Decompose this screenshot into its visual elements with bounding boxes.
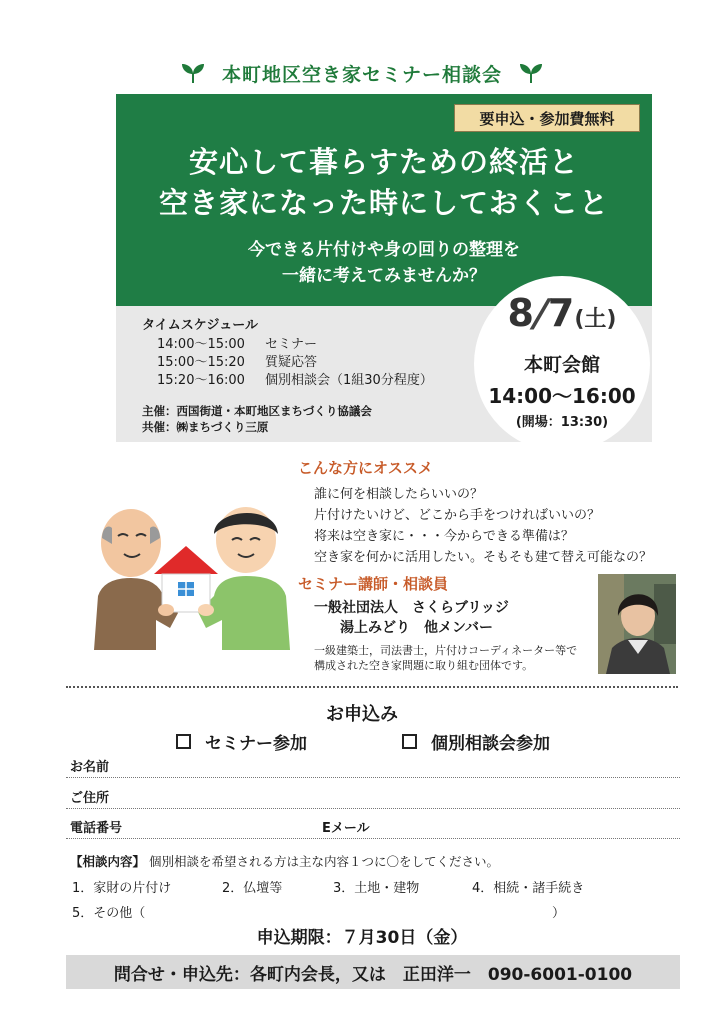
schedule-label: セミナー [265,337,318,352]
application-title: お申込み [326,704,398,725]
name-field[interactable] [66,756,680,778]
schedule-time: 14:00〜15:00 [157,337,245,352]
consultation-option[interactable] [402,729,550,754]
lecturer-title: セミナー講師・相談員 [298,575,449,593]
schedule-list [157,336,433,390]
topic-option-other[interactable]: 5．その他（ [72,906,146,921]
consultation-label: 【相談内容】 [70,854,146,869]
event-venue: 本町会館 [523,354,600,376]
doors-open-time: (開場：13:30) [515,415,609,430]
lecturer-description-line-2: 構成された空き家問題に取り組む団体です。 [314,659,534,672]
consultation-checkbox[interactable] [402,734,417,749]
list-item: 誰に何を相談したらいいの？ [314,487,484,502]
date-slash: / [528,291,554,335]
list-item: 空き家を何かに活用したい。そもそも建て替え可能なの？ [314,550,653,565]
email-label: Eメール [322,821,370,836]
recommend-title: こんな方にオススメ [298,459,433,477]
event-date [480,291,644,335]
free-registration-badge: 要申込・参加費無料 [454,104,640,132]
cut-line-divider [66,686,678,688]
topic-option[interactable]: 3．土地・建物 [333,881,420,896]
event-day: 7 [547,291,575,335]
lecturer-description [314,643,577,673]
schedule-time: 15:20〜16:00 [157,373,245,388]
seminar-option[interactable] [176,729,307,754]
list-item: 将来は空き家に・・・今からできる準備は？ [314,529,574,544]
lecturer-info [314,598,509,638]
consultation-instruction: 個別相談を希望される方は主な内容１つに〇をしてください。 [149,854,500,869]
schedule-title: タイムスケジュール [142,318,258,333]
phone-label: 電話番号 [70,821,123,836]
schedule-label: 個別相談会（1組30分程度） [265,373,433,388]
event-time: 14:00〜16:00 [488,384,636,408]
event-weekday: (土) [574,307,617,332]
lecturer-names: 湯上みどり 他メンバー [340,620,494,636]
schedule-label: 質疑応答 [265,355,318,370]
event-title-bar [0,56,724,90]
list-item: 片付けたいけど、どこから手をつければいいの？ [314,508,601,523]
subheadline-line-2: 一緒に考えてみませんか？ [282,266,486,286]
topic-other-close: ） [552,906,566,921]
seminar-checkbox[interactable] [176,734,191,749]
lecturer-photo [598,574,676,674]
consultation-note [70,852,499,870]
seminar-option-label: セミナー参加 [205,734,307,754]
address-label: ご住所 [70,791,110,806]
schedule-row [157,336,433,354]
phone-email-field[interactable] [66,817,680,839]
recommend-list [314,484,652,568]
sprout-icon [516,62,546,84]
subheadline-line-1: 今できる片付けや身の回りの整理を [248,240,520,260]
host-organizer: 主催：西国街道・本町地区まちづくり協議会 [142,404,372,418]
schedule-row [157,354,433,372]
cohost-organizer: 共催：㈱まちづくり三原 [142,420,269,434]
application-deadline: 申込期限：７月30日（金） [256,928,468,948]
lecturer-description-line-1: 一級建築士，司法書士，片付けコーディネーター等で [314,644,578,657]
topic-option[interactable]: 4．相続・諸手続き [472,881,585,896]
organizers [142,403,372,435]
schedule-row [157,372,433,390]
name-label: お名前 [70,760,110,775]
topic-option[interactable]: 1．家財の片付け [72,881,172,896]
headline-line-2: 空き家になった時にしておくこと [158,186,609,220]
contact-info: 問合せ・申込先：各町内会長，又は 正田洋一 090-6001-0100 [66,955,680,989]
event-name: 本町地区空き家セミナー相談会 [221,63,502,86]
people-holding-house-illustration [86,488,296,650]
lecturer-organization: 一般社団法人 さくらブリッジ [314,600,509,616]
consultation-option-label: 個別相談会参加 [431,734,550,754]
schedule-time: 15:00〜15:20 [157,355,245,370]
sprout-icon [178,62,208,84]
event-month: 8 [507,291,534,335]
headline-line-1: 安心して暮らすための終活と [188,145,579,179]
address-field[interactable] [66,787,680,809]
topic-option[interactable]: 2．仏壇等 [222,881,283,896]
